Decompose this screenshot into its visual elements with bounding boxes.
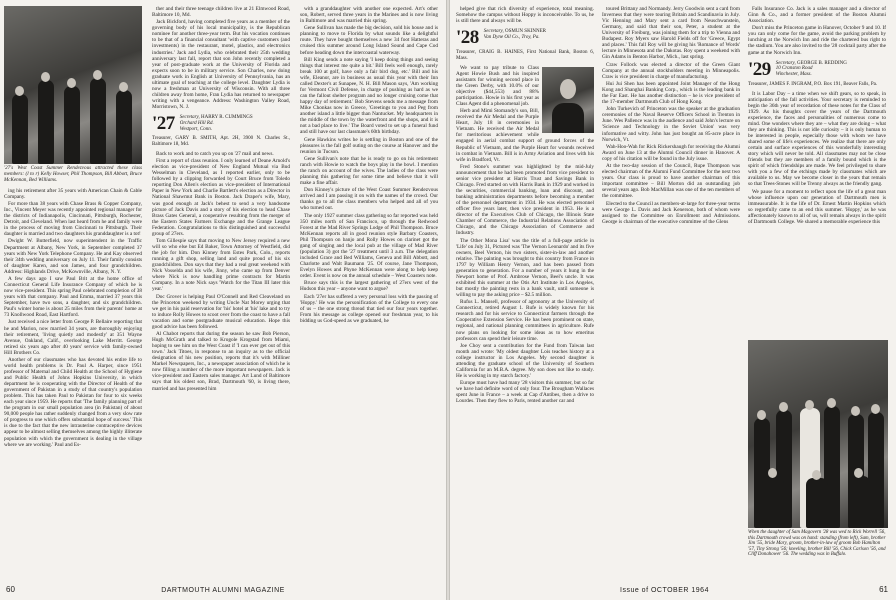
west-coast-rendezvous-photo [4, 6, 142, 164]
photo-caption: '27's West Coast Summer Rendezvous attracted these class members: (l to r) Kelly Howser, Phil Thompson, Bill Abbott, Bruce McKennan, Bed Williams. [4, 165, 142, 183]
class-27-treasurer: Treasurer, GARY B. SMITH, Apt. 2H, 3900 N. Charles St., Baltimore 18, Md. [152, 136, 290, 148]
left-page-number: 60 [6, 585, 15, 594]
paragraph: Wah-Hoo-Wah for Rick Rickershaugh for receiving the Alumni Award on June 13 at the Alumni Council dinner in Hanover. A copy of his citation will be found in the July issue. [602, 143, 740, 162]
paragraph: Al Chabot reports that during the season he saw Bob Pierson, Hugh McGrath and talked to Krogole Krogstad from Miami, hoping to see him on the West Coast if 'I can ever get out of this town.' Jack Titoes, in response to an inquiry as to the official designation of his new position, reports that it's with Milliner Markel Newspapers, Inc., a newspaper association of which he is now filling a number of the more important newspapers. Jack is vice-president and Eastern sales manager. Art Lund of Baltimore says that his oldest son, Brad, Dartmouth '60, is living there, married and has presented him [152, 331, 290, 392]
paragraph: At the two-day session of the Council, Rupe Thompson was elected chairman of the Alumni Fund Committee for the next two years. Our class is proud to have another chairman of this important committee – Bill Morton did an outstanding job several years ago. Bob MacMillan was one of the ten members of the committee. [602, 163, 740, 200]
class-29-secretary: Secretary, GEORGE B. REDDING 10 Cranston Road Winchester, Mass. [775, 60, 847, 78]
paragraph: toured Brittany and Normandy. Jerry Goodwin sent a card from Inverness that they were touring Britain and Scandinavia in July. Vic Henning and Mary sent a card from Neuschwanstein, Germany, and said that their son, Peter, a student at the University of Freiburg, was joining them for a trip to Vienna and Budapest. Roy Myers saw Harold Fields off for 'Greece, Egypt and places.' This fall Roy will be giving his 'Romance of Words' lecture in Minnesota and the Dakotas. Roy spent a weekend with Gin Adams in Benton Harbor, Mich., last spring. [602, 6, 740, 61]
class-28-heading [456, 27, 594, 49]
class-27-secretary: Secretary, HARRY R. CUMMINGS Orchard Hill Rd. Westport, Conn. [179, 114, 253, 132]
paragraph: helped give that rich diversity of experience, total meaning. Somehow the campus without Hoppy is inconceivable. To us, he is still there and always will be. [456, 6, 594, 25]
right-col1-text [456, 6, 594, 24]
wedding-photo [748, 340, 888, 528]
left-col1-text [4, 188, 142, 448]
class-27-heading [152, 112, 290, 134]
paragraph: Another of our classmates who has devoted his entire life to world health problems is Dr. Paul A. Harper, since 1951 professor of Maternal and Child Health at the School of Hygiene and Public Health of Johns Hopkins University, in which department he is cooperating with the Director of Health of the government of Pakistan in a study of that country's population problem. This has taken Paul to Pakistan for four to six weeks each year since 1959. He reports that 'The family planning part of the program in our small population area (in Pakistan) of about 90,000 people has rather suddenly changed from a very slow rate of progress to one which offers substantial hope of success.' This is due to the fact that the new intrauterine contraceptive devices appear to be almost selling themselves among the highly illiterate population with which the government is dealing in the village where we are working.' Paul and Es- [4, 356, 142, 448]
paragraph: Joe Choy sent a contribution for the Fund from Taiwan last month and wrote: 'My oldest daughter Lois teaches history at a college instructor in Los Angeles. My second daughter is attending the graduate school of the University of Southern California for an M.B.A. degree. My son does not like to study. He is working in my starch factory.' [456, 342, 594, 380]
issue-date-footer: Issue of OCTOBER 1964 [620, 587, 709, 594]
paragraph: Tom Gillespie says that moving to New Jersey required a new will so who else but Ed Baker, Town Attorney of Westfield, did the job for him. Don Kinney from Estes Park, Colo., reports running a gift shop, selling land and quite proud of his six grandchildren. Don says that they had a real great weekend with Nick Vosselda and his wife, Jinny, who came up from Denver where Nick is now handling prime contracts for Martin Company. In a note Nick says 'Watch for the Titan III later this year.' [152, 238, 290, 293]
class-28-year: '28 [456, 27, 479, 49]
paragraph: We pause for a moment to reflect upon the life of a great man whose influence upon our generation of Dartmouth men is immeasurable. It is the life of Dr. Ernest Martin Hopkins which so regretfully came to an end this summer. 'Hoppy,' as he was affectionately known to all of us, will remain always in the spirit of Dartmouth College. We shared a memorable experience this [748, 188, 886, 225]
class-28-secretary: Secretary, OSMUN SKINNER Van Dyne Oil Co., Troy, Pa. [483, 29, 546, 40]
paragraph: Doc Grover is helping Paul O'Connell and Red Cleaveland on the Princeton weekend by writing Uncle Nat Morey urging that we get in his paid reservation for 'his' hotel at 'his' lake and to try to induce Rolly Howes to scoot over from the coast to have a fall vacation and some postgraduate musical education. Hope this good advice has been followed. [152, 293, 290, 330]
paragraph: Hui Jui Shen has been appointed Joint Manager of the Hong Kong and Shanghai Banking Corp., which is the leading bank in the Far East. He has another distinction – he is vice president of the 17-member Dartmouth Club of Hong Kong. [602, 80, 740, 106]
paragraph: Falls Insurance Co. Jack is a sales manager and a director of Ginn & Co., and a former president of the Boston Alumni Association. [748, 6, 886, 25]
paragraph: Gene Sullivan's note that he is ready to go on his retirement ranch with Howie to watch the boys play in the bowl. I mention the ranch on account of the wives. The ladies of the class were planning this gathering for some time and believe that it will make a fine affair. [300, 155, 438, 187]
paragraph: The only 1927 summer class gathering so far reported was held 350 miles north of San Francisco, up through the Redwood Forest at the Mad River Springs Lodge of Phil Thompson. Bruce McKennan reports all in good reunion style Barbary Coasters, Phil Thompson on banjo and Rolly Howes on clarinet got the gang of singing and the local pub at the village of Mad River (population 3) got the '27 treatment until 3 a.m. The delegation included Grace and Bed Williams, Geneva and Bill Abbott, and Charlotte and Walt Baumann '25. Of course, Jane Thompson, Evelyn Howes and Phyne McKennan were along to help keep order. Event is now on the annual schedule – West Coasters note. [300, 212, 438, 280]
fred-stone-portrait [542, 67, 594, 133]
wedding-photo-caption: When the daughter of Sam Magovern '28 was wed to Rick Worrell '56, this Dartmouth crowd was on hand: standing (from left), Sam, brother Jim '55, bride Mary, groom, brother-in-law of groom Bob Hamilton '57, Tiny Strong '56; kneeling, brother Bill '56, Chick Carlson '56, and Cliff Donahower '56. The wedding was in Buffalo. [748, 530, 886, 558]
left-col2-text [152, 6, 290, 110]
right-page [450, 0, 896, 600]
paragraph: Bill King sends a note saying 'I keep doing things and seeing things that interest me quite a bit.' Bill feels well enough, rarely break 100 at golf, have only a fair bird dog, etc.' Bill and his wife, Eleanor, are in business as usual this year with their Inn called Dexter's at Sunapee, N. H. Bill Mason says, 'Am working for Vermont Civil Defense, in charge of pushing as hard as we can the fallout shelter program and no longer cruising come that happy day of retirement.' Bob Stevens sends me a message from Mike Chonkas now in Greece, 'Greetings to you and Peg from another island a little bigger than Nantucket. My headquarters in the middle of the town by the waterfront and the shops, and it is not a bad place to live.' The Board voted to set up a funeral fund and still have our last classmate's 60th birthday. [300, 56, 438, 136]
left-column-3 [300, 6, 438, 578]
paragraph: Rufus L. Mansell, professor of agronomy at the University of Connecticut, retired August 1. Rufe is widely known for his research and for his service to Connecticut farmers through the Cooperative Extension Service. He has been prominent on state, regional, and national planning committees in agriculture. Rufe now plans on looking for some ideas as to how emeritus professors can spend their leisure time. [456, 299, 594, 342]
paragraph: Each '27er has suffered a very personal loss with the passing of 'Hoppy.' He was the personification of the College to every one of us – the one strong thread that tied our four years together. From his message as college opened our freshman year, to his bidding us God-speed as we graduated, he [300, 293, 438, 324]
magazine-title-footer: DARTMOUTH ALUMNI MAGAZINE [161, 587, 285, 594]
wedding-photo-block [748, 340, 888, 562]
paragraph: Don't miss the Princeton game in Hanover, October 9 and 10. If you can only come for the game, avoid the parking problem by lunching at the Norwich Inn and ride the chartered bus right to the stadium. You are also invited to the '28 cocktail party after the game at the Norwich Inn. [748, 25, 886, 56]
paragraph: It is Labor Day – a time when we shift gears, so to speak, in anticipation of the fall activities. Your secretary is reminded to begin the 36th year of recordation of these notes for the Class of 1929. As his thoughts cover the years of the Dartmouth experience, the faces and personalities of numerous come to mind. One wonders where they are – what they are doing – what they are thinking. This is not idle curiosity – it is only human to be interested in people, especially those with whom we have shared some of life's experiences. We realize that there are only certain and surface experiences of this wonderfully interesting story which will never be told. All classmates may not be close friends but they are members of a family bound which is the spirit of which friendships are made. We feel privileged to share with you a few of the etchings made by classmates which are available to us. May we become closer in the years that remain so that Trees-Stones will be Trenny always as the friendly gang. [748, 90, 886, 188]
right-column-2 [602, 6, 740, 578]
left-page [0, 0, 446, 600]
class-29-year: '29 [748, 58, 771, 80]
paragraph: The Other Mona Lisa' was the title of a full-page article in 'Life' on July 31, Pictured was 'The Vernon Leonardo' and its five owners, Beel Vernon, his two sisters, sister-in-law and another relative. The painting was brought to this country from France in 1797 by William Henry Vernon, and has been passed from generation to generation. For a number of years it hung in the Newport home of Prof. Ambrose Vernon, Beel's uncle. It was exhibited this summer at the Otis Art Institute in Los Angeles, but mostly the painting rests in a bank vault, until someone is willing to pay the asking price – $2.5 million. [456, 237, 594, 299]
paragraph: Europe must have had many '28 visitors this summer, but so far we have had definite word of only four. The Brougham Wallaces spent June in France – a week at Cap d'Antibes, then a drive to Lourdes. Then they flew to Paris, rented another car and [456, 380, 594, 405]
paragraph: ing his retirement after 35 years with American Chain & Cable Company. [4, 187, 142, 200]
paragraph: Gene Hawkins writes he is settling in Boston and one of the pleasures is the fall golf outing on the course at Hanover and the reunion in Tucson. [300, 136, 438, 155]
paragraph: First a report of class reunion. I only learned of Deane Arnold's election as vice-president of New England Mutual via Bud Wesselman in Cleveland, as I reported earlier, only to be followed by a clipping forwarded by Court Bruce from Toledo reporting Don Allen's election as vice-president of International Paper in New York and Charlie Bartlett's election as a Director in National Shawmut Bank in Boston. Jack Draper's wife, Mary, was good enough at Jack's behest to send a very handsome picture of Jack Davis and a story of his election to head Chase Brass Gates General, a cooperative resulting from the merger of the Eastern States Farmers Exchange and the Grange League Federation. Congratulations to this distinguished and successful group of 27ers. [152, 158, 290, 237]
left-column-2 [152, 6, 290, 578]
right-col3-after-text [748, 91, 886, 225]
paragraph: Fred Stone's summer was highlighted by the mid-July announcement that he had been promoted from vice president to senior vice president at Harris Trust and Savings Bank in Chicago. Fred started on with Harris Bank in 1929 and worked in the securities, commercial banking, loan and discount, and banking administration departments before becoming a member of the personnel department in 1934. He was elected personnel officer five years later, then vice president in 1953. He is a director of the Executives Club of Chicago, the Illinois State Chamber of Commerce, the Industrial Relations Association of Chicago, and the Chicago Association of Commerce and Industry. [456, 163, 594, 237]
class-29-treasurer: Treasurer, JAMES F. INGRAM, P.O. Box 191, Beaver Falls, Pa. [748, 81, 878, 87]
paragraph: Herb and Mimi Stomandy's son, Bill, received the Air Medal and the Purple Heart, July 18 in ceremonies in Vietnam. He received the Air Medal for meritorious achievement while engaged in aerial combat support of ground forces of the Republic of Vietnam, and the Purple Heart for wounds received in combat in Vietnam. Bill is in Army Aviation and lives with his wife in Bradford, Vt. [456, 108, 594, 163]
right-col3-text [748, 6, 886, 56]
paragraph: We want to pay tribute to Class Agent Howie Bush and his inspired assistants for winning second place in the Green Derby, with 10.0% of our objective ($44,553) and 88% participation. Howie in his first year as Class Agent did a phenomenal job. [456, 64, 539, 108]
right-column-1 [456, 6, 594, 578]
paragraph: Bruce says this is the largest gathering of 27ers west of the Hudson this year – anyone want to argue? [300, 280, 438, 293]
paragraph: John Turkevich of Princeton was the speaker at the graduation ceremonies of the Naval Reserve Officers School in Trenton in June. Wes Pallence was in the audience and said John's lecture on 'Science and Technology in the Soviet Union' was very informative and witty. John has just bought an 85-acre place in Norwich, Vt. [602, 106, 740, 143]
paragraph: Gene Sullivan has made the big decision, sold his house and is planning to move to Florida by what sounds like a delightful route. They have bought themselves a new 34 foot Hatteras and cruised this summer around Long Island Sound and Cape Cod before heading down the intercoastal waterway. [300, 25, 438, 56]
left-column-1 [4, 6, 142, 578]
paragraph: Craw Follock was elected a director of the Green Giant Company at the annual stockholders meeting in Minneapolis. Craw is vice president in charge of manufacturing. [602, 61, 740, 80]
class-29-heading [748, 58, 886, 80]
right-col2-text [602, 6, 740, 225]
right-page-number: 61 [879, 585, 888, 594]
paragraph: Just received a nice letter from George P. Bellaire reporting that he and Marion, now married 34 years, are thoroughly enjoying their retirement, 'living quietly and modestly' at 351 Wayne Avenue, Oakland, Calif., overlooking Lake Merritt. George retired six years ago after 40 years' service with family-owned Hill Brothers Co. [4, 319, 142, 356]
paragraph: Dwight W. Butterfield, now superintendent in the Traffic Department at Albany, New York, in September completed 37 years with New York Telephone Company. He and Kay observed their 34th wedding anniversary on July 11. Their family consists of daughter Karen, and son James, and four grandchildren. Address: Highlands Drive, McKownville, Albany, N. Y. [4, 238, 142, 275]
paragraph: with a granddaughter with another one expected. Art's other son, Robert, served three years in the Marines and is now living in Baltimore and was married this spring. [300, 6, 438, 25]
class-28-treasurer: Treasurer, CRAIG B. HAINES, First National Bank, Boston 6, Mass. [456, 50, 594, 61]
paragraph: ther and their three teenage children live at 21 Elmwood Road, Baltimore 10, Md. [152, 6, 290, 19]
right-column-3 [748, 6, 886, 336]
left-col2-after-text [152, 151, 290, 392]
paragraph: Elected to the Council as members-at-large for three-year terms were George L. Davis and Jack Kenerson, both of whom were assigned to the Committee on Enrollment and Admissions. George is chairman of the executive committee of the Glens [602, 200, 740, 225]
paragraph: Jack Bickford, having completed five years as a member of the governing body of his local municipality, is the Republican nominee for another three-year term. But his vocation continues to be that of a financial consultant 'with captive customers (and investments) in the restaurant, motel, plastics, and electronics industries.' Jack and Lydia, who celebrated their 25th wedding anniversary last fall, report that son John recently completed a year of post-graduate work at the University of Florida and expects soon to be in military service. Son Charles, now doing graduate work in English at University of Pennsylvania, has an ultimate goal of teaching at the college level. Daughter Lydia is now a freshman at University of Wisconsin. With all three children away from home, Fran Lydia has returned to newspaper writing with a vengeance. Address: Washington Valley Road, Morristown, N. J. [152, 19, 290, 110]
paragraph: For more than 38 years with Chase Brass & Copper Company, Inc., Vincent Meyer was recently appointed regional manager for the districts of Indianapolis, Cincinnati, Pittsburgh, Rochester, Detroit, and Cleveland. When last heard from he and family were in the process of moving from Cincinnati to Pittsburgh. Their daughter is married and two daughters his granddaughter is a tot! [4, 201, 142, 238]
paragraph: Don Kinney's picture of the West Coast Summer Rendezvous arrived and I am passing it on with the names of the crowd. Our thanks go to all the class members who helped and all of you who turned out. [300, 187, 438, 212]
left-col3-text [300, 6, 438, 324]
paragraph: A few days ago I saw Paul Brit at the home office of Connecticut General Life Insurance Company of which he is now vice-president. This spring Paul celebrated completion of 38 years with that company. Paul and Emma, married 37 years this September, have two sons, a daughter, and six grandchildren. Paul's winter home is about 25 miles from their parents' home at 73 Knollwood Road, East Hartford. [4, 275, 142, 319]
paragraph: Back to work and to catch you up on '27 mail and news. [156, 150, 274, 157]
class-27-year: '27 [152, 112, 175, 134]
